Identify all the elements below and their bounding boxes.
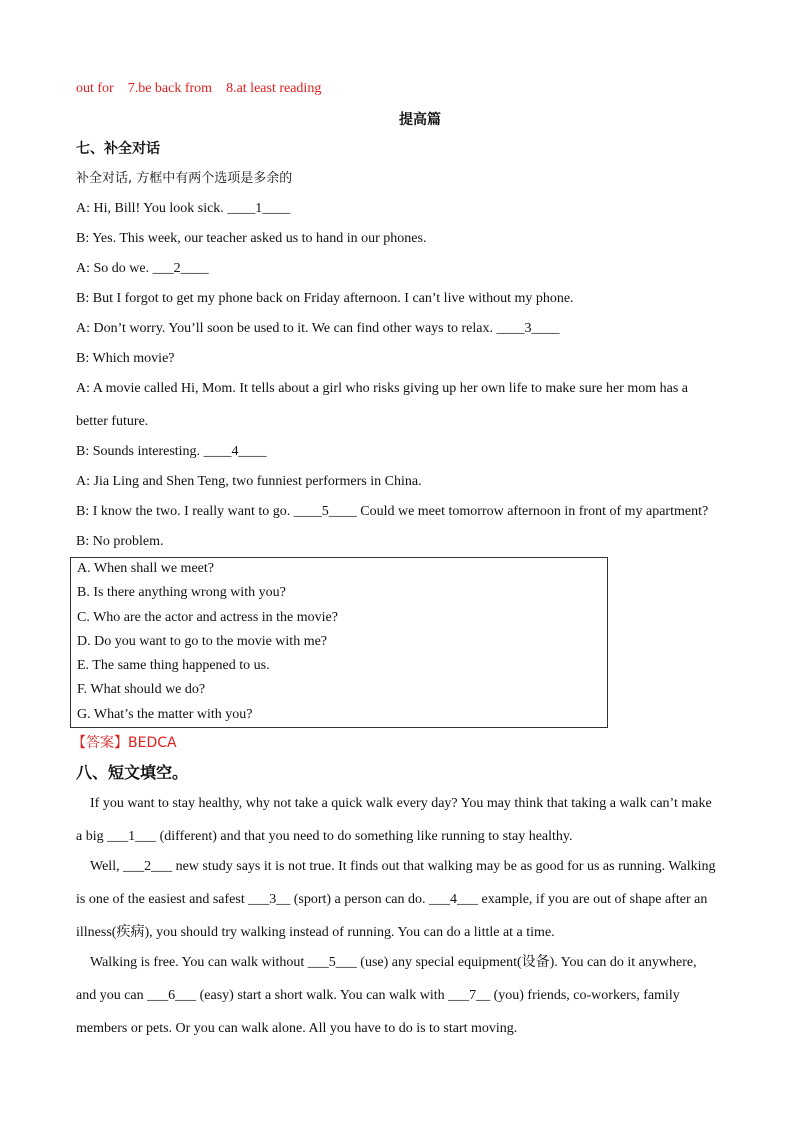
- section-8-heading: 八、短文填空。: [76, 763, 189, 782]
- answer-key: 【答案】BEDCA: [72, 735, 177, 751]
- option-c: C. Who are the actor and actress in the movie?: [77, 610, 338, 625]
- option-e: E. The same thing happened to us.: [77, 658, 270, 673]
- answer-part-1: out for: [76, 81, 114, 96]
- dialogue-line: B: No problem.: [76, 534, 164, 549]
- passage-line: members or pets. Or you can walk alone. All you have to do is to start moving.: [76, 1021, 518, 1036]
- dialogue-line: B: Which movie?: [76, 351, 175, 366]
- answer-part-3: 8.at least reading: [226, 81, 322, 96]
- dialogue-line: B: Sounds interesting. ____4____: [76, 444, 267, 459]
- passage-line: is one of the easiest and safest ___3__ (sport) a person can do. ___4___ example, if you are out of shape after an: [76, 892, 708, 907]
- dialogue-line: A: Hi, Bill! You look sick. ____1____: [76, 201, 291, 216]
- passage-line: If you want to stay healthy, why not take a quick walk every day? You may think that taking a walk can’t make: [90, 796, 712, 811]
- dialogue-line: B: But I forgot to get my phone back on Friday afternoon. I can’t live without my phone.: [76, 291, 574, 306]
- dialogue-line: A: A movie called Hi, Mom. It tells about a girl who risks giving up her own life to make sure her mom has a: [76, 381, 689, 396]
- options-box: [70, 557, 608, 728]
- option-f: F. What should we do?: [77, 682, 206, 697]
- passage-line: illness(疾病), you should try walking instead of running. You can do a little at a time.: [76, 925, 555, 940]
- previous-answer-line: [76, 80, 321, 98]
- dialogue-line: better future.: [76, 414, 149, 429]
- option-g: G. What’s the matter with you?: [77, 707, 253, 722]
- section-7-heading: 七、补全对话: [76, 141, 160, 157]
- passage-line: Walking is free. You can walk without ___5___ (use) any special equipment(设备). You can do it anywhere,: [90, 955, 697, 970]
- section-title: 提高篇: [399, 112, 441, 128]
- dialogue-line: A: Don’t worry. You’ll soon be used to it. We can find other ways to relax. ____3____: [76, 321, 560, 336]
- passage-line: and you can ___6___ (easy) start a short walk. You can walk with ___7__ (you) friends, co-workers, family: [76, 988, 680, 1003]
- dialogue-line: A: So do we. ___2____: [76, 261, 209, 276]
- dialogue-line: A: Jia Ling and Shen Teng, two funniest performers in China.: [76, 474, 422, 489]
- option-b: B. Is there anything wrong with you?: [77, 585, 286, 600]
- dialogue-line: B: I know the two. I really want to go. ____5____ Could we meet tomorrow afternoon in front of my apartment?: [76, 504, 709, 519]
- option-d: D. Do you want to go to the movie with me?: [77, 634, 328, 649]
- dialogue-line: B: Yes. This week, our teacher asked us to hand in our phones.: [76, 231, 427, 246]
- answer-part-2: 7.be back from: [127, 81, 213, 96]
- section-7-instruction: 补全对话, 方框中有两个选项是多余的: [76, 171, 293, 186]
- passage-line: Well, ___2___ new study says it is not true. It finds out that walking may be as good for us as running. Walking: [90, 859, 716, 874]
- option-a: A. When shall we meet?: [77, 561, 214, 576]
- passage-line: a big ___1___ (different) and that you need to do something like running to stay healthy.: [76, 829, 573, 844]
